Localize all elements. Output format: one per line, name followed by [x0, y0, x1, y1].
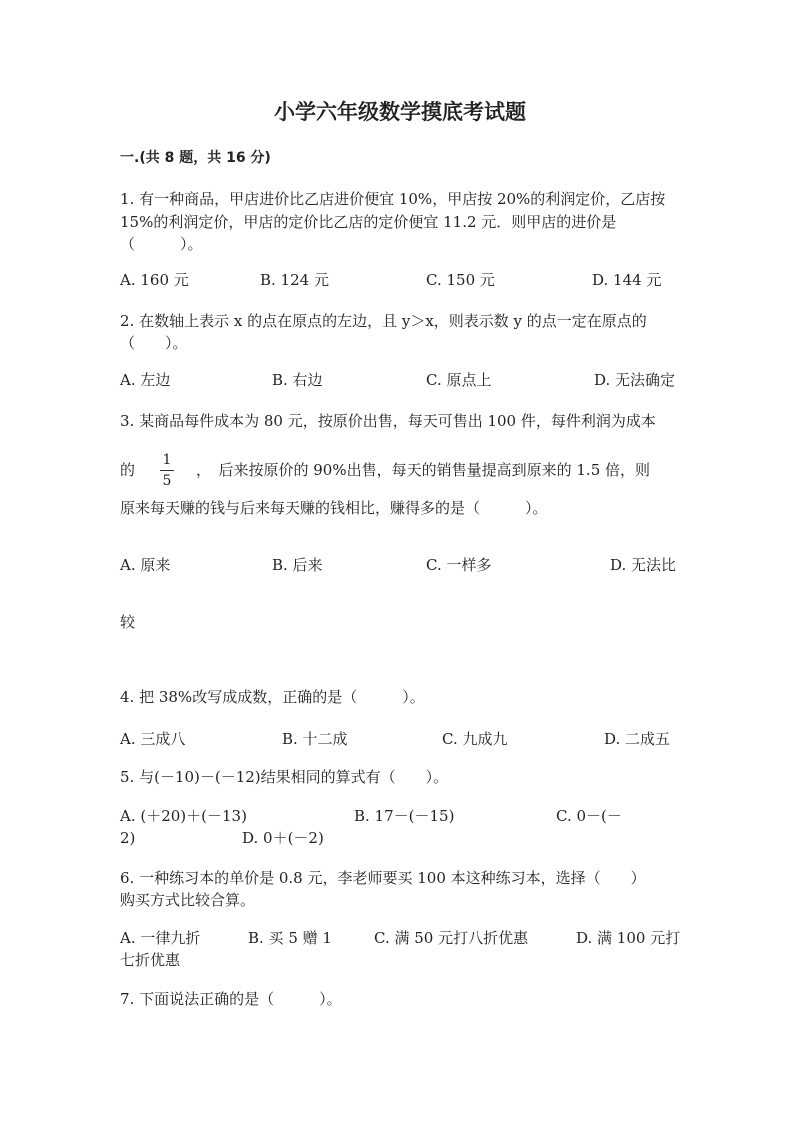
q6-option-d-wrap: 七折优惠 — [120, 951, 181, 969]
q5-option-c: C. 0－(－ — [556, 807, 622, 825]
q1-option-b: B. 124 元 — [260, 271, 329, 289]
q6-line-2: 购买方式比较合算。 — [120, 891, 256, 909]
q4-option-a: A. 三成八 — [120, 730, 186, 748]
page-title: 小学六年级数学摸底考试题 — [274, 100, 526, 124]
q6-option-b: B. 买 5 赠 1 — [248, 929, 332, 947]
q3-option-b: B. 后来 — [272, 556, 323, 574]
q2-line-1: 2. 在数轴上表示 x 的点在原点的左边，且 y＞x，则表示数 y 的点一定在原点的 — [120, 312, 647, 330]
q1-line-1: 1. 有一种商品，甲店进价比乙店进价便宜 10%，甲店按 20%的利润定价，乙店按 — [120, 190, 666, 208]
q1-line-3: （ ）。 — [120, 235, 203, 253]
q1-line-2: 15%的利润定价，甲店的定价比乙店的定价便宜 11.2 元．则甲店的进价是 — [120, 213, 617, 231]
q2-line-2: （ ）。 — [120, 334, 188, 352]
q5-option-b: B. 17－(－15) — [354, 807, 455, 825]
q5-option-a: A. (＋20)＋(－13) — [120, 807, 247, 825]
q3-option-a: A. 原来 — [120, 556, 171, 574]
q3-line-2-start: 的 — [120, 461, 136, 479]
q2-option-d: D. 无法确定 — [594, 371, 676, 389]
q2-option-c: C. 原点上 — [426, 371, 492, 389]
q6-line-1: 6. 一种练习本的单价是 0.8 元，李老师要买 100 本这种练习本，选择（ ） — [120, 869, 646, 887]
q3-line-3: 原来每天赚的钱与后来每天赚的钱相比，赚得多的是（ ）。 — [120, 499, 548, 517]
q7-line-1: 7. 下面说法正确的是（ ）。 — [120, 990, 342, 1008]
section-heading: 一.(共 8 题，共 16 分) — [120, 150, 271, 166]
q3-option-d: D. 无法比 — [610, 556, 677, 574]
q1-option-c: C. 150 元 — [426, 271, 495, 289]
q5-option-d: D. 0＋(－2) — [242, 829, 324, 847]
q6-option-c: C. 满 50 元打八折优惠 — [374, 929, 529, 947]
fraction-one-fifth — [160, 452, 174, 489]
q3-option-d-wrap: 较 — [120, 613, 136, 631]
q1-option-d: D. 144 元 — [592, 271, 662, 289]
q3-option-c: C. 一样多 — [426, 556, 492, 574]
q3-line-2-end: ， 后来按原价的 90%出售，每天的销售量提高到原来的 1.5 倍，则 — [196, 461, 651, 479]
q3-line-1: 3. 某商品每件成本为 80 元，按原价出售，每天可售出 100 件，每件利润为成本 — [120, 412, 656, 430]
q4-line-1: 4. 把 38%改写成成数，正确的是（ ）。 — [120, 688, 425, 706]
q2-option-b: B. 右边 — [272, 371, 323, 389]
q4-option-d: D. 二成五 — [604, 730, 671, 748]
q4-option-b: B. 十二成 — [282, 730, 348, 748]
q1-option-a: A. 160 元 — [120, 271, 189, 289]
q4-option-c: C. 九成九 — [442, 730, 508, 748]
q6-option-a: A. 一律九折 — [120, 929, 201, 947]
q6-option-d: D. 满 100 元打 — [576, 929, 681, 947]
q5-line-1: 5. 与(－10)－(－12)结果相同的算式有（ ）。 — [120, 768, 449, 786]
q2-option-a: A. 左边 — [120, 371, 171, 389]
q5-option-c-wrap: 2) — [120, 829, 136, 847]
fraction-denominator: 5 — [162, 473, 172, 489]
fraction-numerator: 1 — [160, 452, 174, 471]
